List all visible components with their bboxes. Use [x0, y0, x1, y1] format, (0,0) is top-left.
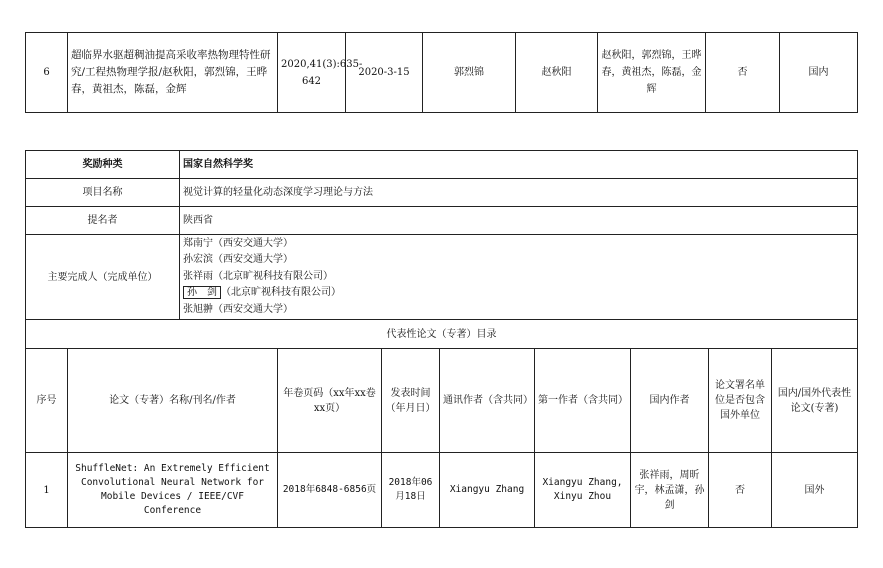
project-value: 视觉计算的轻量化动态深度学习理论与方法	[180, 179, 858, 207]
person-unit: （西安交通大学）	[213, 303, 293, 315]
papers-title-row	[26, 320, 858, 349]
domestic-authors-cell: 赵秋阳，郭烈锦，王晔春，黄祖杰，陈磊，金辉	[598, 33, 706, 113]
person-name: 张旭翀	[183, 303, 213, 315]
header-foreign-unit: 论文署名单位是否包含国外单位	[709, 349, 772, 453]
papers-section-title: 代表性论文（专著）目录	[26, 320, 858, 349]
award-table	[25, 150, 858, 528]
paper-title: ShuffleNet: An Extremely Efficient Convolutional Neural Network for Mobile Devices / IEEE/CVF Conference	[68, 453, 278, 528]
person-unit: （西安交通大学）	[213, 254, 293, 266]
paper-foreign-unit: 否	[709, 453, 772, 528]
list-item	[183, 252, 854, 269]
volume-pages-cell: 2020,41(3):635-642	[278, 33, 346, 113]
paper-seq: 1	[26, 453, 68, 528]
completers-label: 主要完成人（完成单位）	[26, 235, 180, 320]
header-volume-pages: 年卷页码（xx年xx卷xx页）	[278, 349, 382, 453]
award-type-label: 奖励种类	[26, 151, 180, 179]
person-name: 张祥雨	[183, 270, 213, 282]
completers-row	[26, 235, 858, 320]
header-date: 发表时间（年月日）	[382, 349, 440, 453]
nominator-row	[26, 207, 858, 235]
paper-title-cell: 超临界水驱超稠油提高采收率热物理特性研究/工程热物理学报/赵秋阳，郭烈锦，王晔春，黄祖杰，陈磊，金辉	[68, 33, 278, 113]
list-item	[183, 236, 854, 253]
header-first-author: 第一作者（含共同）	[535, 349, 631, 453]
project-row	[26, 179, 858, 207]
papers-header-row	[26, 349, 858, 453]
date-cell: 2020-3-15	[346, 33, 423, 113]
corresponding-author-cell: 郭烈锦	[423, 33, 516, 113]
paper-date: 2018年06月18日	[382, 453, 440, 528]
paper-type-cell: 国内	[780, 33, 858, 113]
paper-first-author: Xiangyu Zhang, Xinyu Zhou	[535, 453, 631, 528]
list-item	[183, 285, 854, 302]
table-row	[26, 453, 858, 528]
completers-list	[180, 235, 858, 320]
first-author-cell: 赵秋阳	[516, 33, 598, 113]
paper-volume-pages: 2018年6848-6856页	[278, 453, 382, 528]
nominator-label: 提名者	[26, 207, 180, 235]
paper-corresponding: Xiangyu Zhang	[440, 453, 535, 528]
list-item	[183, 302, 854, 319]
award-type-row	[26, 151, 858, 179]
header-corresponding: 通讯作者（含共同）	[440, 349, 535, 453]
header-domestic: 国内作者	[631, 349, 709, 453]
person-name: 孙宏滨	[183, 254, 213, 266]
seq-cell: 6	[26, 33, 68, 113]
paper-type: 国外	[772, 453, 858, 528]
header-title: 论文（专著）名称/刊名/作者	[68, 349, 278, 453]
award-type-value: 国家自然科学奖	[180, 151, 858, 179]
foreign-unit-cell: 否	[706, 33, 780, 113]
nominator-value: 陕西省	[180, 207, 858, 235]
paper-domestic: 张祥雨，周昕宇，林孟潇，孙剑	[631, 453, 709, 528]
list-item	[183, 269, 854, 286]
project-label: 项目名称	[26, 179, 180, 207]
previous-paper-table	[25, 32, 858, 113]
person-name: 郑南宁	[183, 237, 213, 249]
header-type: 国内/国外代表性论文(专著)	[772, 349, 858, 453]
header-seq: 序号	[26, 349, 68, 453]
person-unit: （西安交通大学）	[213, 237, 293, 249]
table-row	[26, 33, 858, 113]
person-unit: （北京旷视科技有限公司）	[213, 270, 333, 282]
person-name-boxed: 孙 剑	[183, 286, 221, 299]
person-unit: （北京旷视科技有限公司）	[221, 287, 341, 299]
